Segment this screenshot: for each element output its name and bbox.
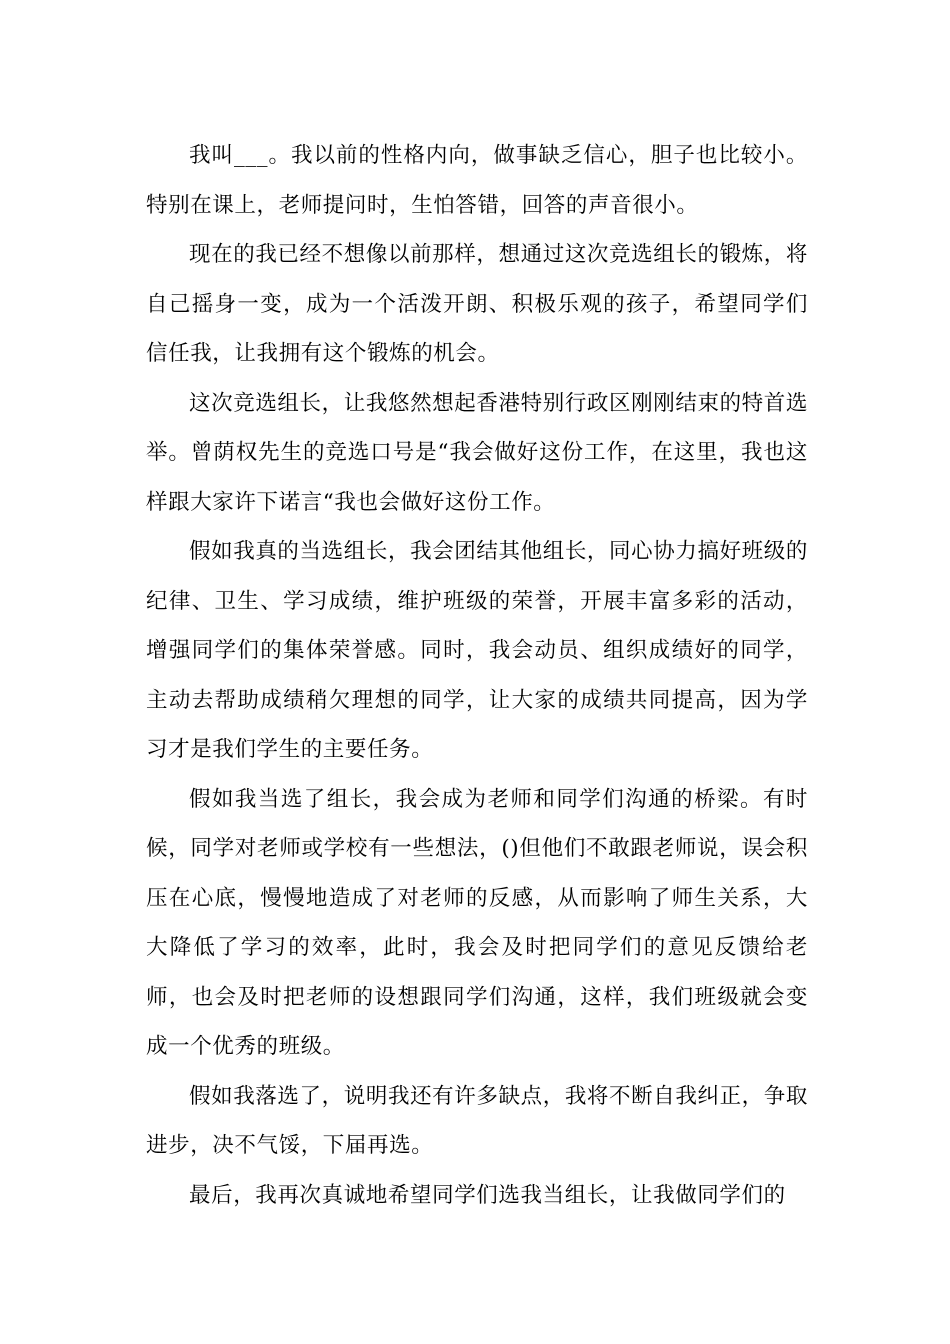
paragraph-7: 最后，我再次真诚地希望同学们选我当组长，让我做同学们的 xyxy=(189,1182,786,1208)
paragraph-5: 假如我当选了组长，我会成为老师和同学们沟通的桥梁。有时候，同学对老师或学校有一些想法，()但他们不敢跟老师说，误会积压在心底，慢慢地造成了对老师的反感，从而影响了师生关系，大大降低了学习的效率，此时，我会及时把同学们的意见反馈给老师，也会及时把老师的设想跟同学们沟通，这样，我们班级就会变成一个优秀的班级。 xyxy=(146,786,808,1059)
paragraph-2: 现在的我已经不想像以前那样，想通过这次竞选组长的锻炼，将自己摇身一变，成为一个活泼开朗、积极乐观的孩子，希望同学们信任我，让我拥有这个锻炼的机会。 xyxy=(146,242,808,366)
document-body xyxy=(146,131,808,1220)
paragraph-1: 我叫___。我以前的性格内向，做事缺乏信心，胆子也比较小。特别在课上，老师提问时，生怕答错，回答的声音很小。 xyxy=(146,143,808,218)
paragraph-3: 这次竞选组长，让我悠然想起香港特别行政区刚刚结束的特首选举。曾荫权先生的竞选口号是“我会做好这份工作，在这里，我也这样跟大家许下诺言“我也会做好这份工作。 xyxy=(146,390,808,515)
paragraph-6: 假如我落选了，说明我还有许多缺点，我将不断自我纠正，争取进步，决不气馁，下届再选。 xyxy=(146,1083,808,1158)
paragraph-4: 假如我真的当选组长，我会团结其他组长，同心协力搞好班级的纪律、卫生、学习成绩，维护班级的荣誉，开展丰富多彩的活动，增强同学们的集体荣誉感。同时，我会动员、组织成绩好的同学，主动去帮助成绩稍欠理想的同学，让大家的成绩共同提高，因为学习才是我们学生的主要任务。 xyxy=(146,539,808,762)
